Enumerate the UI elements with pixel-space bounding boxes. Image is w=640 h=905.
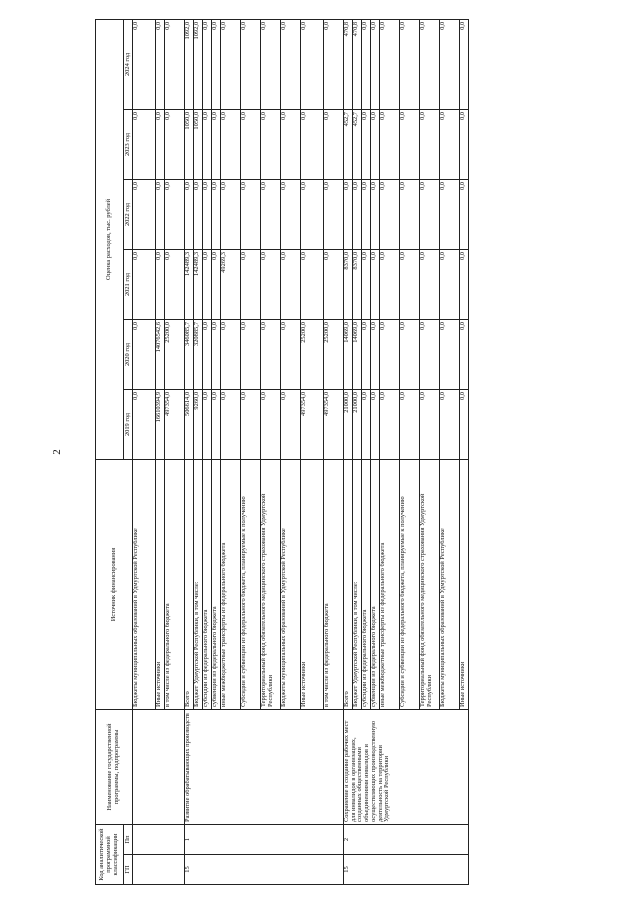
source-cell: Бюджет Удмуртской Республики, в том числе: bbox=[353, 459, 362, 709]
value-cell: 0,0 bbox=[371, 389, 380, 459]
header-gp: ГП bbox=[124, 855, 133, 885]
value-cell: 0,0 bbox=[420, 109, 440, 179]
value-cell: 452,7 bbox=[353, 109, 362, 179]
value-cell: 346085,7 bbox=[185, 319, 194, 389]
value-cell: 0,0 bbox=[156, 109, 165, 179]
value-cell: 0,0 bbox=[156, 179, 165, 249]
value-cell: 0,0 bbox=[156, 249, 165, 319]
value-cell: 0,0 bbox=[212, 319, 221, 389]
value-cell: 0,0 bbox=[241, 109, 261, 179]
table-row bbox=[133, 19, 156, 884]
value-cell: 0,0 bbox=[440, 19, 460, 109]
value-cell: 0,0 bbox=[165, 109, 185, 179]
value-cell: 0,0 bbox=[281, 109, 301, 179]
value-cell: 0,0 bbox=[301, 179, 324, 249]
value-cell: 0,0 bbox=[324, 249, 344, 319]
value-cell: 0,0 bbox=[261, 179, 281, 249]
value-cell: 0,0 bbox=[133, 319, 156, 389]
page-number: 2 bbox=[50, 449, 63, 455]
value-cell: 0,0 bbox=[212, 179, 221, 249]
header-year-2023: 2023 год bbox=[124, 109, 133, 179]
value-cell: 0,0 bbox=[420, 179, 440, 249]
header-source: Источник финансирования bbox=[96, 459, 133, 709]
value-cell: 8370,0 bbox=[344, 249, 353, 319]
source-cell: Территориальный фонд обязательного медицинского страхования Удмуртской Республики bbox=[420, 459, 440, 709]
source-cell: Бюджет Удмуртской Республики, в том числе: bbox=[194, 459, 203, 709]
value-cell: 0,0 bbox=[362, 179, 371, 249]
value-cell: 0,0 bbox=[221, 179, 241, 249]
value-cell: 0,0 bbox=[261, 109, 281, 179]
value-cell: 452,7 bbox=[344, 109, 353, 179]
value-cell: 0,0 bbox=[362, 249, 371, 319]
value-cell: 0,0 bbox=[203, 389, 212, 459]
value-cell: 0,0 bbox=[261, 19, 281, 109]
value-cell: 21000,0 bbox=[353, 389, 362, 459]
value-cell: 0,0 bbox=[281, 179, 301, 249]
gp-code-cell: 15 bbox=[185, 855, 344, 885]
value-cell: 142489,3 bbox=[194, 249, 203, 319]
value-cell: 1050,0 bbox=[185, 109, 194, 179]
value-cell: 0,0 bbox=[221, 19, 241, 109]
value-cell: 8370,0 bbox=[353, 249, 362, 319]
value-cell: 0,0 bbox=[460, 319, 469, 389]
table-row bbox=[344, 19, 353, 884]
value-cell: 0,0 bbox=[241, 389, 261, 459]
value-cell: 0,0 bbox=[362, 319, 371, 389]
value-cell: 0,0 bbox=[380, 19, 400, 109]
value-cell: 0,0 bbox=[380, 389, 400, 459]
value-cell: 0,0 bbox=[324, 109, 344, 179]
value-cell: 9260,0 bbox=[194, 389, 203, 459]
value-cell: 0,0 bbox=[221, 109, 241, 179]
value-cell: 0,0 bbox=[362, 109, 371, 179]
source-cell: субсидии из федерального бюджета bbox=[203, 459, 212, 709]
value-cell: 497354,0 bbox=[165, 389, 185, 459]
value-cell: 16610394,9 bbox=[156, 389, 165, 459]
source-cell: Территориальный фонд обязательного медицинского страхования Удмуртской Республики bbox=[261, 459, 281, 709]
value-cell: 0,0 bbox=[281, 19, 301, 109]
value-cell: 14069,0 bbox=[353, 319, 362, 389]
value-cell: 0,0 bbox=[261, 389, 281, 459]
value-cell: 0,0 bbox=[165, 179, 185, 249]
header-estimate: Оценка расходов, тыс. рублей bbox=[96, 19, 124, 459]
value-cell: 470,8 bbox=[353, 19, 362, 109]
value-cell: 0,0 bbox=[420, 249, 440, 319]
value-cell: 0,0 bbox=[371, 109, 380, 179]
source-cell: в том числе из федерального бюджета bbox=[165, 459, 185, 709]
value-cell: 0,0 bbox=[440, 249, 460, 319]
value-cell: 0,0 bbox=[165, 19, 185, 109]
value-cell: 0,0 bbox=[362, 389, 371, 459]
source-cell: Иные источники bbox=[460, 459, 469, 709]
value-cell: 0,0 bbox=[261, 249, 281, 319]
value-cell: 0,0 bbox=[380, 179, 400, 249]
value-cell: 1050,0 bbox=[194, 109, 203, 179]
value-cell: 0,0 bbox=[241, 319, 261, 389]
value-cell: 0,0 bbox=[133, 109, 156, 179]
value-cell: 0,0 bbox=[212, 249, 221, 319]
value-cell: 0,0 bbox=[380, 319, 400, 389]
source-cell: иные межбюджетные трансферты из федерального бюджета bbox=[221, 459, 241, 709]
value-cell: 0,0 bbox=[133, 389, 156, 459]
value-cell: 0,0 bbox=[400, 249, 420, 319]
value-cell: 0,0 bbox=[460, 179, 469, 249]
value-cell: 0,0 bbox=[400, 19, 420, 109]
value-cell: 0,0 bbox=[185, 179, 194, 249]
value-cell: 0,0 bbox=[353, 179, 362, 249]
source-cell: иные межбюджетные трансферты из федерального бюджета bbox=[380, 459, 400, 709]
value-cell: 0,0 bbox=[165, 249, 185, 319]
pp-code-cell: 2 bbox=[344, 824, 469, 854]
value-cell: 470,8 bbox=[344, 19, 353, 109]
value-cell: 1092,0 bbox=[185, 19, 194, 109]
value-cell: 0,0 bbox=[420, 319, 440, 389]
source-cell: в том числе из федерального бюджета bbox=[324, 459, 344, 709]
value-cell: 0,0 bbox=[281, 319, 301, 389]
value-cell: 0,0 bbox=[221, 389, 241, 459]
value-cell: 0,0 bbox=[400, 109, 420, 179]
value-cell: 0,0 bbox=[460, 109, 469, 179]
header-year-2020: 2020 год bbox=[124, 319, 133, 389]
header-year-2024: 2024 год bbox=[124, 19, 133, 109]
table-body bbox=[133, 19, 469, 884]
program-name-cell bbox=[133, 709, 185, 824]
value-cell: 0,0 bbox=[281, 389, 301, 459]
header-year-2022: 2022 год bbox=[124, 179, 133, 249]
header-year-2019: 2019 год bbox=[124, 389, 133, 459]
value-cell: 0,0 bbox=[194, 179, 203, 249]
value-cell: 0,0 bbox=[324, 179, 344, 249]
value-cell: 0,0 bbox=[203, 19, 212, 109]
value-cell: 0,0 bbox=[261, 319, 281, 389]
program-name-cell: Сохранение и создание рабочих мест для инвалидов в организациях, созданных общественными объединениями инвалидов и осуществляющих производственную деятельность на территории Удмуртской Республики bbox=[344, 709, 469, 824]
value-cell: 0,0 bbox=[221, 319, 241, 389]
value-cell: 0,0 bbox=[440, 179, 460, 249]
value-cell: 0,0 bbox=[460, 389, 469, 459]
source-cell: Субсидии и субвенции из федерального бюджета, планируемые к получению bbox=[400, 459, 420, 709]
value-cell: 0,0 bbox=[301, 109, 324, 179]
value-cell: 14076542,6 bbox=[156, 319, 165, 389]
value-cell: 0,0 bbox=[281, 249, 301, 319]
value-cell: 0,0 bbox=[212, 109, 221, 179]
value-cell: 0,0 bbox=[203, 109, 212, 179]
source-cell: субвенции из федерального бюджета bbox=[371, 459, 380, 709]
header-code-group: Код аналитической программной классификации bbox=[96, 824, 124, 884]
value-cell: 0,0 bbox=[324, 19, 344, 109]
gp-code-cell: 15 bbox=[344, 855, 469, 885]
value-cell: 0,0 bbox=[371, 249, 380, 319]
pp-code-cell bbox=[133, 824, 185, 854]
value-cell: 1092,0 bbox=[194, 19, 203, 109]
header-name: Наименование государственной программы, подпрограммы bbox=[96, 709, 133, 824]
value-cell: 14069,0 bbox=[344, 319, 353, 389]
value-cell: 0,0 bbox=[440, 319, 460, 389]
table-row bbox=[185, 19, 194, 884]
program-name-cell: Развитие обрабатывающих производств bbox=[185, 709, 344, 824]
gp-code-cell bbox=[133, 855, 185, 885]
value-cell: 0,0 bbox=[420, 19, 440, 109]
value-cell: 25200,0 bbox=[165, 319, 185, 389]
value-cell: 0,0 bbox=[203, 319, 212, 389]
value-cell: 0,0 bbox=[241, 179, 261, 249]
financing-table bbox=[95, 19, 469, 885]
source-cell: субвенции из федерального бюджета bbox=[212, 459, 221, 709]
value-cell: 0,0 bbox=[241, 19, 261, 109]
source-cell: Иные источники bbox=[156, 459, 165, 709]
value-cell: 0,0 bbox=[400, 179, 420, 249]
source-cell: Всего bbox=[185, 459, 194, 709]
value-cell: 0,0 bbox=[301, 19, 324, 109]
source-cell: Иные источники bbox=[301, 459, 324, 709]
value-cell: 0,0 bbox=[212, 389, 221, 459]
value-cell: 25200,0 bbox=[324, 319, 344, 389]
value-cell: 0,0 bbox=[440, 109, 460, 179]
value-cell: 21000,0 bbox=[344, 389, 353, 459]
value-cell: 0,0 bbox=[380, 109, 400, 179]
value-cell: 0,0 bbox=[380, 249, 400, 319]
source-cell: Бюджеты муниципальных образований в Удмуртской Республике bbox=[281, 459, 301, 709]
source-cell: Субсидии и субвенции из федерального бюджета, планируемые к получению bbox=[241, 459, 261, 709]
value-cell: 0,0 bbox=[371, 19, 380, 109]
value-cell: 0,0 bbox=[420, 389, 440, 459]
value-cell: 0,0 bbox=[362, 19, 371, 109]
source-cell: субсидии из федерального бюджета bbox=[362, 459, 371, 709]
value-cell: 0,0 bbox=[440, 389, 460, 459]
source-cell: Всего bbox=[344, 459, 353, 709]
value-cell: 0,0 bbox=[212, 19, 221, 109]
value-cell: 25200,0 bbox=[301, 319, 324, 389]
value-cell: 0,0 bbox=[241, 249, 261, 319]
value-cell: 0,0 bbox=[400, 389, 420, 459]
value-cell: 0,0 bbox=[203, 179, 212, 249]
value-cell: 320885,7 bbox=[194, 319, 203, 389]
value-cell: 0,0 bbox=[301, 249, 324, 319]
pp-code-cell: 1 bbox=[185, 824, 344, 854]
value-cell: 497354,0 bbox=[324, 389, 344, 459]
header-pp: Пп bbox=[124, 824, 133, 854]
value-cell: 0,0 bbox=[371, 179, 380, 249]
value-cell: 506614,0 bbox=[185, 389, 194, 459]
value-cell: 0,0 bbox=[133, 249, 156, 319]
value-cell: 0,0 bbox=[460, 249, 469, 319]
value-cell: 0,0 bbox=[344, 179, 353, 249]
value-cell: 0,0 bbox=[460, 19, 469, 109]
value-cell: 0,0 bbox=[400, 319, 420, 389]
value-cell: 0,0 bbox=[133, 19, 156, 109]
value-cell: 49269,3 bbox=[221, 249, 241, 319]
value-cell: 0,0 bbox=[203, 249, 212, 319]
value-cell: 0,0 bbox=[156, 19, 165, 109]
rotated-table-container bbox=[95, 20, 617, 885]
source-cell: Бюджеты муниципальных образований в Удмуртской Республике bbox=[440, 459, 460, 709]
value-cell: 0,0 bbox=[371, 319, 380, 389]
value-cell: 0,0 bbox=[133, 179, 156, 249]
value-cell: 497354,0 bbox=[301, 389, 324, 459]
header-year-2021: 2021 год bbox=[124, 249, 133, 319]
source-cell: Бюджеты муниципальных образований в Удмуртской Республике bbox=[133, 459, 156, 709]
value-cell: 142489,3 bbox=[185, 249, 194, 319]
